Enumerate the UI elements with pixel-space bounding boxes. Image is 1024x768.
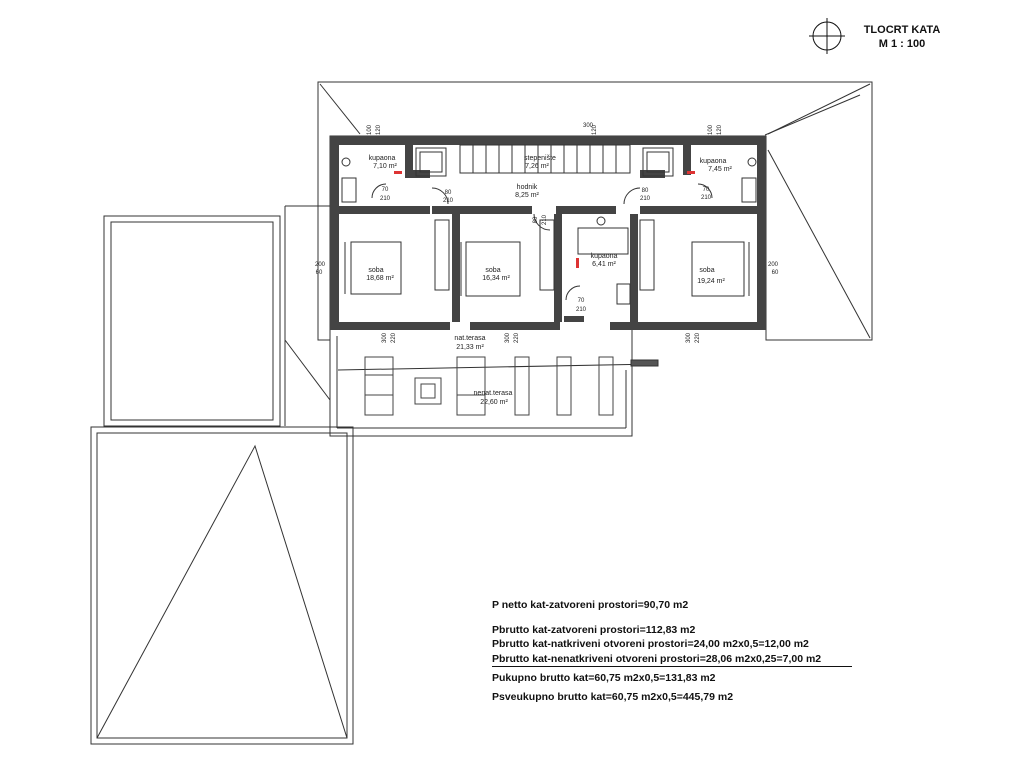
terrace-outline xyxy=(330,330,658,436)
dim-text: 100 xyxy=(708,124,714,136)
room-area: 7,10 m² xyxy=(373,163,397,170)
dim-text: 210 xyxy=(379,196,391,202)
room-area: 22,60 m² xyxy=(480,399,508,406)
brutto-closed-area: Pbrutto kat-zatvoreni prostori=112,83 m2 xyxy=(492,623,696,636)
room-area: 16,34 m² xyxy=(482,275,510,282)
lower-roof xyxy=(91,427,353,744)
dim-text: 70 xyxy=(702,187,710,193)
room-area: 21,33 m² xyxy=(456,344,484,351)
dim-text: 220 xyxy=(514,332,520,344)
dim-text: 210 xyxy=(700,195,712,201)
brutto-uncovered-area: Pbrutto kat-nenatkriveni otvoreni prostori=28,06 m2x0,25=7,00 m2 xyxy=(492,652,852,668)
dim-text: 210 xyxy=(442,198,454,204)
room-name: nenat.terasa xyxy=(473,390,513,397)
brutto-covered-area: Pbrutto kat-natkriveni otvoreni prostori=24,00 m2x0,5=12,00 m2 xyxy=(492,638,809,650)
dim-text: 300 xyxy=(582,123,594,129)
netto-area: P netto kat-zatvoreni prostori=90,70 m2 xyxy=(492,599,689,611)
dim-text: 60 xyxy=(315,270,323,276)
room-name: kupaona xyxy=(590,253,618,260)
room-area: 7,26 m² xyxy=(525,163,549,170)
dim-text: 210 xyxy=(575,307,587,313)
dim-text: 300 xyxy=(686,332,692,344)
room-name: hodnik xyxy=(516,184,538,191)
left-roof xyxy=(104,206,330,426)
room-area: 19,24 m² xyxy=(697,278,725,285)
dim-text: 200 xyxy=(767,262,779,268)
dim-text: 220 xyxy=(695,332,701,344)
room-name: soba xyxy=(368,267,384,274)
room-area: 18,68 m² xyxy=(366,275,394,282)
dim-text: 220 xyxy=(391,332,397,344)
title-text: TLOCRT KATA xyxy=(863,24,941,36)
room-name: stepenište xyxy=(524,155,556,162)
grand-total-area: Psveukupno brutto kat=60,75 m2x0,5=445,79 m2 xyxy=(492,690,734,703)
dim-text: 120 xyxy=(376,124,382,136)
room-name: soba xyxy=(485,267,501,274)
room-name: soba xyxy=(699,267,715,274)
dim-text: 100 xyxy=(367,124,373,136)
dim-text: 80 xyxy=(444,190,452,196)
north-arrow-icon xyxy=(809,18,845,54)
dim-text: 300 xyxy=(505,332,511,344)
dim-text: 70 xyxy=(381,187,389,193)
room-name: kupaona xyxy=(368,155,396,162)
dim-text: 120 xyxy=(717,124,723,136)
total-floor-area: Pukupno brutto kat=60,75 m2x0,5=131,83 m2 xyxy=(492,672,716,684)
room-area: 8,25 m² xyxy=(515,192,539,199)
room-name: kupaona xyxy=(699,158,727,165)
dim-text: 80 xyxy=(533,216,539,224)
room-area: 6,41 m² xyxy=(592,261,616,268)
dim-text: 70 xyxy=(577,298,585,304)
dim-text: 80 xyxy=(641,188,649,194)
dim-text: 120 xyxy=(592,124,598,136)
dim-text: 60 xyxy=(771,270,779,276)
dim-text: 210 xyxy=(639,196,651,202)
dim-text: 200 xyxy=(314,262,326,268)
dim-text: 210 xyxy=(542,214,548,226)
room-name: nat.terasa xyxy=(454,335,486,342)
scale-text: M 1 : 100 xyxy=(878,38,926,50)
room-area: 7,45 m² xyxy=(708,166,732,173)
dim-text: 300 xyxy=(382,332,388,344)
area-summary xyxy=(492,598,852,704)
